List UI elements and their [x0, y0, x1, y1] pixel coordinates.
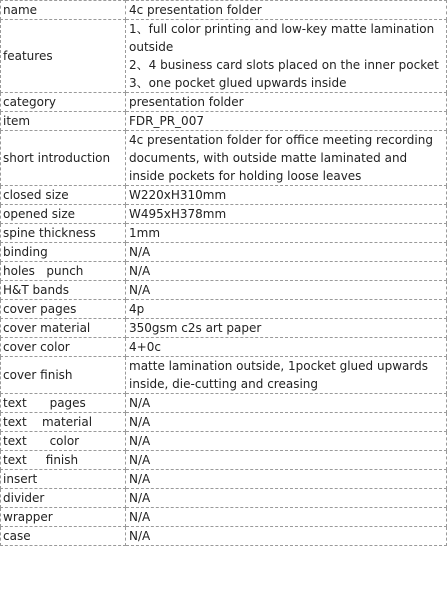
spec-key [1, 338, 126, 357]
spec-value [126, 112, 447, 131]
spec-value-line: N/A [129, 245, 151, 259]
spec-value-line: 4c presentation folder [129, 3, 262, 17]
spec-key [1, 1, 126, 20]
spec-key-text: binding [3, 245, 48, 259]
spec-value-line: 2、4 business card slots placed on the inner pocket [129, 58, 439, 72]
spec-value [126, 224, 447, 243]
spec-value-line: W220xH310mm [129, 188, 227, 202]
spec-value [126, 319, 447, 338]
spec-value-line: N/A [129, 264, 151, 278]
table-row [1, 394, 447, 413]
spec-value [126, 186, 447, 205]
table-row [1, 262, 447, 281]
spec-key [1, 281, 126, 300]
spec-key-text: features [3, 49, 53, 63]
spec-key-text: cover pages [3, 302, 77, 316]
spec-key-text: holes punch [3, 264, 84, 278]
spec-key-text: wrapper [3, 510, 53, 524]
spec-value [126, 300, 447, 319]
spec-key [1, 489, 126, 508]
spec-key [1, 262, 126, 281]
spec-key-text: H&T bands [3, 283, 69, 297]
spec-value-line: N/A [129, 415, 151, 429]
spec-value [126, 281, 447, 300]
table-row [1, 1, 447, 20]
spec-key [1, 205, 126, 224]
spec-value-line: N/A [129, 472, 151, 486]
spec-key [1, 357, 126, 394]
table-row [1, 300, 447, 319]
spec-key-text: closed size [3, 188, 69, 202]
spec-value-line: N/A [129, 529, 151, 543]
spec-value [126, 508, 447, 527]
spec-value-line: N/A [129, 453, 151, 467]
table-row [1, 338, 447, 357]
table-row [1, 508, 447, 527]
spec-key-text: divider [3, 491, 45, 505]
spec-value [126, 451, 447, 470]
spec-key-text: case [3, 529, 31, 543]
spec-value [126, 262, 447, 281]
spec-value-line: matte lamination outside, 1pocket glued upwards inside, die-cutting and creasing [129, 359, 428, 391]
spec-value [126, 20, 447, 93]
spec-key [1, 186, 126, 205]
table-row [1, 527, 447, 546]
spec-value-line: N/A [129, 283, 151, 297]
spec-key [1, 527, 126, 546]
spec-key [1, 112, 126, 131]
spec-key [1, 300, 126, 319]
table-row [1, 413, 447, 432]
spec-value-line: 1、full color printing and low-key matte lamination outside [129, 22, 435, 54]
spec-value-line: FDR_PR_007 [129, 114, 204, 128]
spec-key [1, 413, 126, 432]
table-row [1, 489, 447, 508]
spec-value [126, 1, 447, 20]
table-row [1, 470, 447, 489]
spec-key-text: text color [3, 434, 80, 448]
table-row [1, 281, 447, 300]
spec-value [126, 394, 447, 413]
spec-value-line: 4c presentation folder for office meeting recording documents, with outside matte laminated and inside pockets for holding loose leaves [129, 133, 433, 183]
spec-key [1, 224, 126, 243]
table-row [1, 243, 447, 262]
spec-value-line: N/A [129, 434, 151, 448]
table-row [1, 131, 447, 186]
spec-key-text: insert [3, 472, 38, 486]
spec-value-line: 350gsm c2s art paper [129, 321, 262, 335]
spec-value-line: 4p [129, 302, 145, 316]
spec-value-line: 4+0c [129, 340, 161, 354]
spec-value [126, 489, 447, 508]
spec-key [1, 20, 126, 93]
table-row [1, 20, 447, 93]
spec-key-text: text pages [3, 396, 86, 410]
spec-value [126, 357, 447, 394]
spec-key [1, 394, 126, 413]
spec-value [126, 93, 447, 112]
spec-key-text: text material [3, 415, 93, 429]
table-row [1, 186, 447, 205]
spec-key [1, 451, 126, 470]
spec-table-body [1, 1, 447, 546]
spec-value-line: W495xH378mm [129, 207, 227, 221]
spec-key [1, 432, 126, 451]
spec-key [1, 243, 126, 262]
spec-value [126, 205, 447, 224]
spec-value [126, 131, 447, 186]
spec-value [126, 432, 447, 451]
spec-value [126, 527, 447, 546]
spec-key [1, 470, 126, 489]
spec-value [126, 470, 447, 489]
spec-key-text: spine thickness [3, 226, 96, 240]
spec-value-line: N/A [129, 510, 151, 524]
spec-value-line: N/A [129, 491, 151, 505]
spec-value-line: 1mm [129, 226, 161, 240]
table-row [1, 205, 447, 224]
spec-key [1, 508, 126, 527]
spec-key [1, 131, 126, 186]
spec-key-text: opened size [3, 207, 76, 221]
table-row [1, 93, 447, 112]
spec-key [1, 93, 126, 112]
table-row [1, 224, 447, 243]
spec-key-text: short introduction [3, 151, 111, 165]
spec-key-text: category [3, 95, 57, 109]
spec-value-line: N/A [129, 396, 151, 410]
spec-key-text: name [3, 3, 38, 17]
spec-value [126, 413, 447, 432]
spec-value-line: presentation folder [129, 95, 244, 109]
spec-value [126, 243, 447, 262]
spec-key-text: text finish [3, 453, 79, 467]
spec-key [1, 319, 126, 338]
table-row [1, 451, 447, 470]
table-row [1, 432, 447, 451]
table-row [1, 357, 447, 394]
spec-key-text: cover finish [3, 368, 73, 382]
table-row [1, 112, 447, 131]
table-row [1, 319, 447, 338]
spec-value [126, 338, 447, 357]
spec-key-text: cover material [3, 321, 91, 335]
spec-value-line: 3、one pocket glued upwards inside [129, 76, 347, 90]
spec-key-text: item [3, 114, 31, 128]
spec-key-text: cover color [3, 340, 70, 354]
